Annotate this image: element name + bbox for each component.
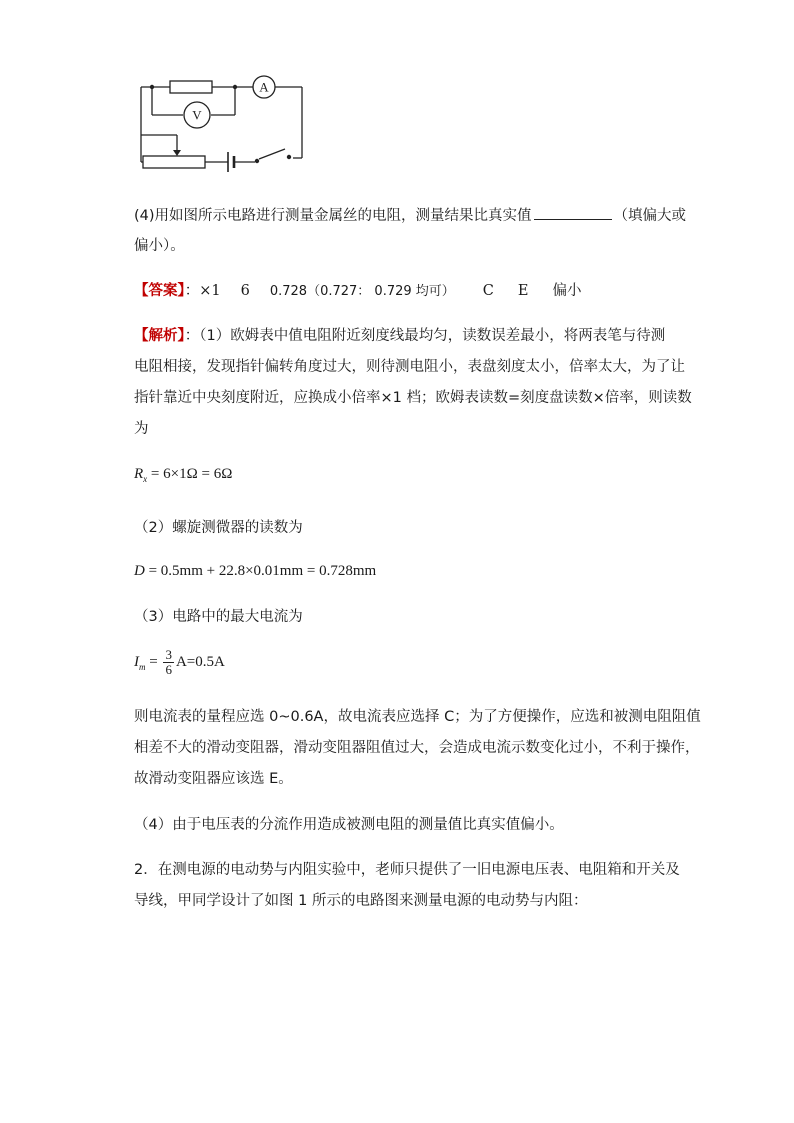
analysis-part2: （2）螺旋测微器的读数为 [134, 520, 303, 536]
voltmeter-label: V [192, 107, 202, 123]
equation-current: $I_m$ = $\frac{3}{6}$ A=0.5A [134, 647, 225, 677]
circuit-diagram [130, 70, 320, 180]
answer-item: ×1 [199, 283, 221, 299]
answer-item: E [517, 283, 529, 299]
q4-text-a: (4)用如图所示电路进行测量金属丝的电阻，测量结果比真实值 [134, 208, 532, 224]
analysis-part3: （3）电路中的最大电流为 [134, 609, 303, 625]
answer-item: C [482, 283, 494, 299]
analysis-label: 【解析】 [134, 328, 185, 344]
analysis-line4: 为 [134, 421, 149, 437]
answer-item: 0.728（0.727： 0.729 均可） [269, 284, 455, 299]
ammeter-label: A [259, 79, 269, 95]
q4-line2: 偏小）。 [134, 238, 185, 254]
analysis-line2: 电阻相接，发现指针偏转角度过大，则待测电阻小，表盘刻度太小，倍率太大，为了让 [134, 359, 685, 375]
answer-item: 6 [240, 283, 250, 299]
q2-line2: 导线，甲同学设计了如图 1 所示的电路图来测量电源的电动势与内阻： [134, 893, 588, 909]
analysis-part4: （4）由于电压表的分流作用造成被测电阻的测量值比真实值偏小。 [134, 817, 564, 833]
q4-text-b: （填偏大或 [613, 208, 687, 224]
rheostat [143, 156, 205, 168]
resistor [170, 81, 212, 93]
equation-micrometer: D = 0.5mm + 22.8×0.01mm = 0.728mm [134, 563, 377, 579]
analysis-line3: 指针靠近中央刻度附近，应换成小倍率×1 档；欧姆表读数=刻度盘读数×倍率，则读数 [134, 390, 692, 406]
answer-blank [534, 205, 612, 220]
q2-line1: 2．在测电源的电动势与内阻实验中，老师只提供了一旧电源电压表、电阻箱和开关及 [134, 862, 680, 878]
fraction: $\frac{3}{6}$ [165, 647, 172, 677]
q4-line1 [134, 205, 686, 226]
analysis-part3-line2: 相差不大的滑动变阻器，滑动变阻器阻值过大，会造成电流示数变化过小，不利于操作， [134, 740, 700, 756]
answer-line: 【答案】：×1 6 0.728（0.727： 0.729 均可） C E 偏小 [134, 281, 581, 302]
equation-ohmmeter: $R_x = 6\times 1\Omega = 6\Omega$ [134, 466, 233, 484]
answer-item: 偏小 [552, 283, 582, 299]
analysis-line1: 【解析】：（1）欧姆表中值电阻附近刻度线最均匀，读数误差最小，将两表笔与待测 [134, 328, 666, 344]
analysis-part3-line1: 则电流表的量程应选 0~0.6A，故电流表应选择 C；为了方便操作，应选和被测电阻阻值 [134, 709, 701, 725]
analysis-part3-line3: 故滑动变阻器应该选 E。 [134, 771, 293, 787]
answer-label: 【答案】 [134, 283, 185, 299]
